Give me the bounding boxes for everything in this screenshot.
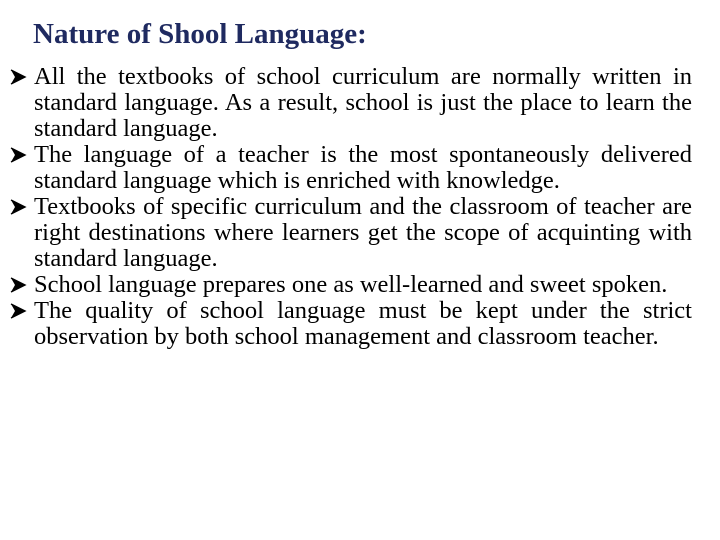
- arrowhead-bullet-icon: [8, 194, 32, 220]
- bullet-item: [6, 298, 692, 350]
- bullet-item: [6, 272, 692, 298]
- arrowhead-bullet-icon: [8, 64, 32, 90]
- arrowhead-bullet-icon: [8, 272, 32, 298]
- bullet-item: [6, 194, 692, 272]
- bullet-text: The quality of school language must be kept under the strict observation by both school management and classroom teacher.: [34, 297, 692, 350]
- slide-title: Nature of Shool Language:: [33, 18, 367, 50]
- arrowhead-bullet-icon: [8, 298, 32, 324]
- bullet-item: [6, 64, 692, 142]
- bullet-text: The language of a teacher is the most spontaneously delivered standard language which is enriched with knowledge.: [34, 141, 692, 194]
- bullet-text: All the textbooks of school curriculum are normally written in standard language. As a result, school is just the place to learn the standard language.: [34, 63, 692, 142]
- bullet-text: School language prepares one as well-learned and sweet spoken.: [34, 271, 668, 298]
- bullet-text: Textbooks of specific curriculum and the classroom of teacher are right destinations where learners get the scope of acquinting with standard language.: [34, 193, 692, 272]
- bullet-item: [6, 142, 692, 194]
- arrowhead-bullet-icon: [8, 142, 32, 168]
- bullet-list: [6, 64, 692, 350]
